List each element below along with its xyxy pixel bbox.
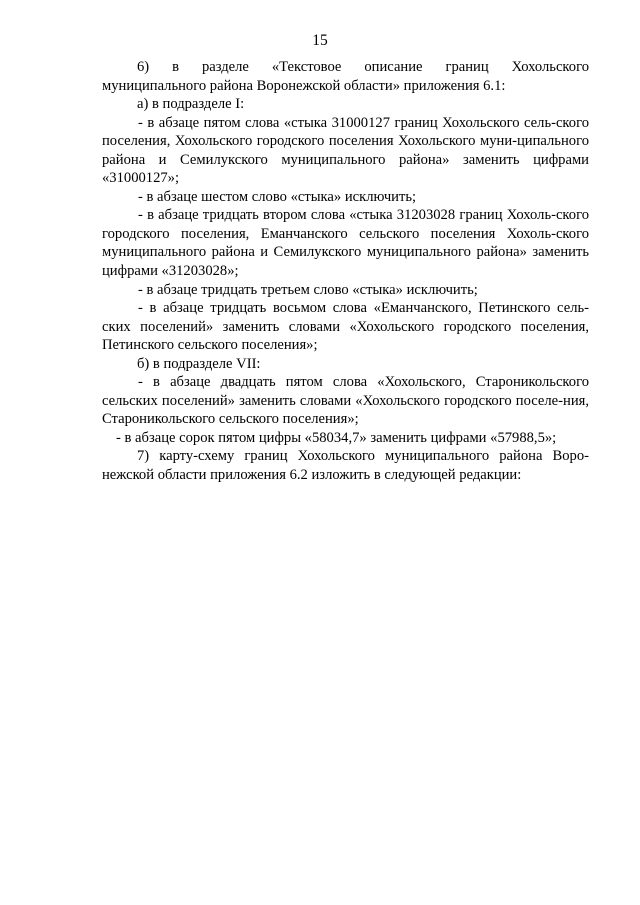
paragraph-subsection-a: а) в подразделе I:: [137, 96, 245, 113]
paragraph-item-1: - в абзаце пятом слова «стыка 31000127 границ Хохольского сель-ского поселения, Хохольского городского поселения Хохольского муни-ципального района и Семилукского муниципального района» заменить цифрами «31000127»;: [102, 114, 589, 187]
paragraph-section-7: 7) карту-схему границ Хохольского муниципального района Воро-нежской области приложения 6.2 изложить в следующей редакции:: [102, 448, 589, 484]
paragraph-item-4: - в абзаце тридцать третьем слово «стыка» исключить;: [138, 281, 478, 298]
paragraph-item-5: - в абзаце тридцать восьмом слова «Еманчанского, Петинского сель-ских поселений» заменить словами «Хохольского городского поселения, Петинского сельского поселения»;: [102, 300, 589, 354]
paragraph-item-2: - в абзаце шестом слово «стыка» исключить;: [138, 188, 417, 205]
paragraph-section-6-heading: 6) в разделе «Текстовое описание границ Хохольского: [137, 59, 589, 75]
paragraph-item-3: - в абзаце тридцать втором слова «стыка 31203028 границ Хохоль-ского городского поселения, Еманчанского сельского поселения Хохоль-ского муниципального района и Семилукского муниципального района» заменить цифрами «31203028»;: [102, 207, 589, 280]
document-body: [102, 58, 589, 485]
paragraph-section-6-heading-cont: муниципального района Воронежской области» приложения 6.1:: [102, 77, 506, 94]
page-number: 15: [312, 32, 328, 49]
paragraph-item-7: - в абзаце сорок пятом цифры «58034,7» заменить цифрами «57988,5»;: [116, 429, 557, 446]
paragraph-item-6: - в абзаце двадцать пятом слова «Хохольского, Староникольского сельских поселений» заменить словами «Хохольского городского поселе-ния, Староникольского сельского поселения»;: [102, 374, 589, 428]
paragraph-subsection-b: б) в подразделе VII:: [137, 355, 261, 372]
